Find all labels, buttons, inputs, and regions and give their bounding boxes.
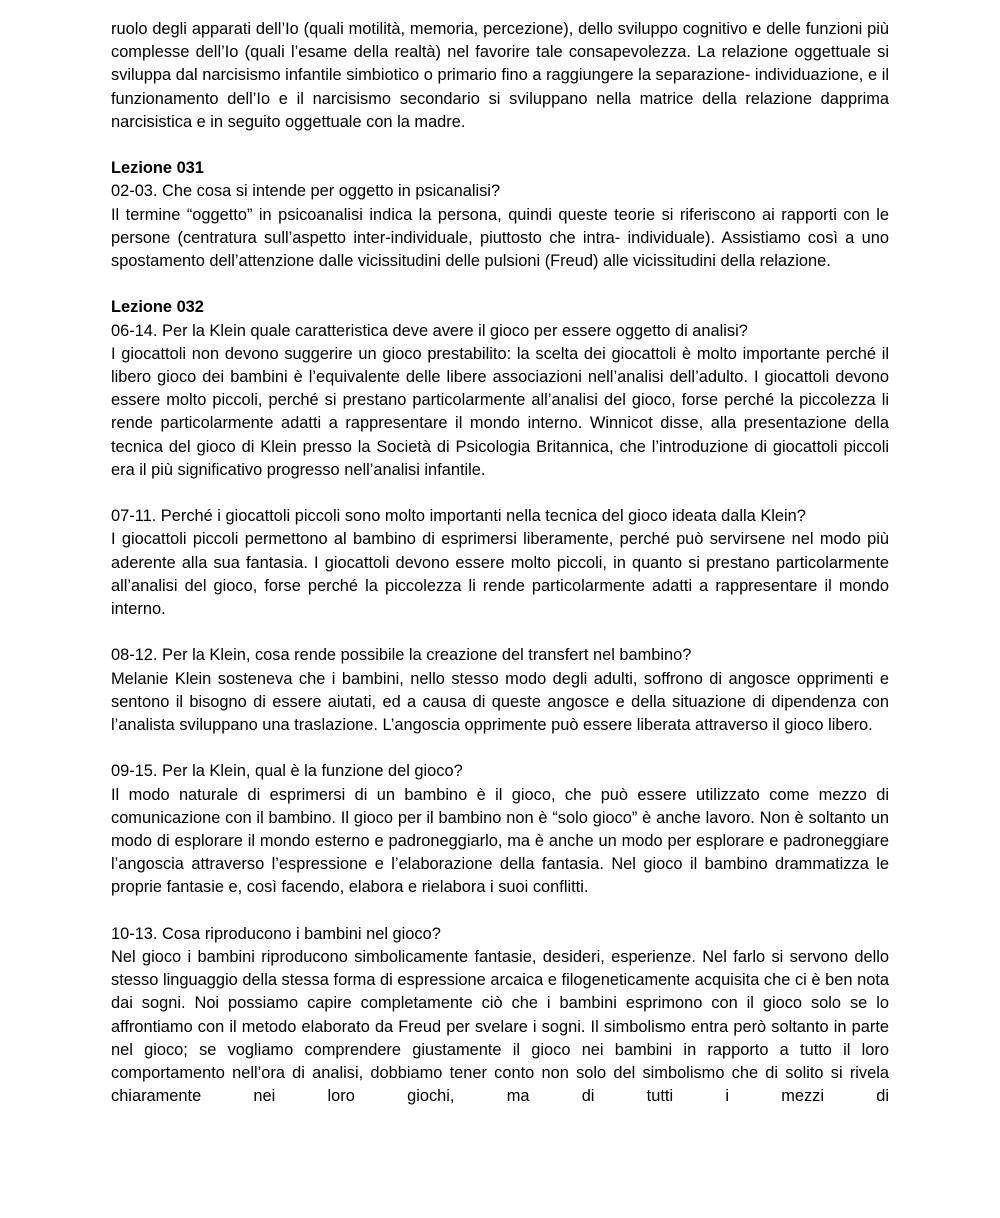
lesson-032-answer-5: Nel gioco i bambini riproducono simbolicamente fantasie, desideri, esperienze. Nel farlo si servono dello stesso linguaggio della stessa forma di espressione arcaica e filogeneticamente acquisita che ci è ben nota dai sogni. Noi possiamo capire completamente ciò che i bambini esprimono con il gioco solo se lo affrontiamo con il metodo elaborato da Freud per svelare i sogni. Il simbolismo entra però soltanto in parte nel gioco; se vogliamo comprendere giustamente il gioco nei bambini in rapporto a tutto il loro comportamento nell’ora di analisi, dobbiamo tener conto non solo del simbolismo che di solito si rivela chiaramente nei loro giochi, ma di tutti i mezzi di xyxy=(111,948,889,1106)
paragraph-gap xyxy=(111,737,889,760)
paragraph-gap xyxy=(111,900,889,923)
lesson-032-question-1: 06-14. Per la Klein quale caratteristica deve avere il gioco per essere oggetto di analisi? xyxy=(111,321,748,340)
intro-paragraph: ruolo degli apparati dell’Io (quali motilità, memoria, percezione), dello sviluppo cognitivo e delle funzioni più complesse dell’Io (quali l’esame della realtà) nel favorire tale consapevolezza. La relazione oggettuale si sviluppa dal narcisismo infantile simbiotico o primario fino a raggiungere la separazione- individuazione, e il funzionamento dell’Io e il narcisismo secondario si sviluppano nella matrice della relazione dapprima narcisistica e in seguito oggettuale con la madre. xyxy=(111,20,889,131)
lesson-032-title: Lezione 032 xyxy=(111,298,204,317)
lesson-032-answer-4: Il modo naturale di esprimersi di un bambino è il gioco, che può essere utilizzato come mezzo di comunicazione con il bambino. Il gioco per il bambino non è “solo gioco” è anche lavoro. Non è soltanto un modo di esplorare il mondo esterno e padroneggiarlo, ma è anche un modo per esplorare e padroneggiare l’angoscia attraverso l’espressione e l’elaborazione della fantasia. Nel gioco il bambino drammatizza le proprie fantasie e, così facendo, elabora e rielabora i suoi conflitti. xyxy=(111,785,889,897)
paragraph-gap xyxy=(111,482,889,505)
paragraph-gap xyxy=(111,621,889,644)
lesson-032-answer-3: Melanie Klein sosteneva che i bambini, nello stesso modo degli adulti, soffrono di angosce opprimenti e sentono il bisogno di essere aiutati, ed a causa di queste angosce e della situazione di dipendenza con l’analista sviluppano una traslazione. L’angoscia opprimente può essere liberata attraverso il gioco libero. xyxy=(111,669,889,735)
document-page xyxy=(111,18,889,1108)
paragraph-gap xyxy=(111,273,889,296)
lesson-031-answer-1: Il termine “oggetto” in psicoanalisi indica la persona, quindi queste teorie si riferiscono ai rapporti con le persone (centratura sull’aspetto inter-individuale, piuttosto che intra- individuale). Assistiamo così a uno spostamento dell’attenzione dalle vicissitudini delle pulsioni (Freud) alle vicissitudini della relazione. xyxy=(111,205,889,271)
lesson-031-title: Lezione 031 xyxy=(111,159,204,178)
lesson-031-question-1: 02-03. Che cosa si intende per oggetto in psicanalisi? xyxy=(111,182,501,201)
lesson-032-question-2: 07-11. Perché i giocattoli piccoli sono molto importanti nella tecnica del gioco ideata dalla Klein? xyxy=(111,507,806,526)
lesson-032-question-5: 10-13. Cosa riproducono i bambini nel gioco? xyxy=(111,924,441,943)
lesson-032-question-4: 09-15. Per la Klein, qual è la funzione del gioco? xyxy=(111,762,463,781)
lesson-032-answer-1: I giocattoli non devono suggerire un gioco prestabilito: la scelta dei giocattoli è molto importante perché il libero gioco dei bambini è l’equivalente delle libere associazioni nell’analisi dell’adulto. I giocattoli devono essere molto piccoli, perché si prestano particolarmente all’analisi del gioco, forse perché la piccolezza li rende particolarmente adatti a rappresentare il mondo interno. Winnicot disse, alla presentazione della tecnica del gioco di Klein presso la Società di Psicologia Britannica, che l’introduzione di giocattoli piccoli era il più significativo progresso nell’analisi infantile. xyxy=(111,344,889,479)
lesson-032-answer-2: I giocattoli piccoli permettono al bambino di esprimersi liberamente, perché può servirsene nel modo più aderente alla sua fantasia. I giocattoli devono essere molto piccoli, in quanto si prestano particolarmente all’analisi del gioco, forse perché la piccolezza li rende particolarmente adatti a rappresentare il mondo interno. xyxy=(111,530,889,619)
lesson-032-question-3: 08-12. Per la Klein, cosa rende possibile la creazione del transfert nel bambino? xyxy=(111,646,692,665)
paragraph-gap xyxy=(111,134,889,157)
